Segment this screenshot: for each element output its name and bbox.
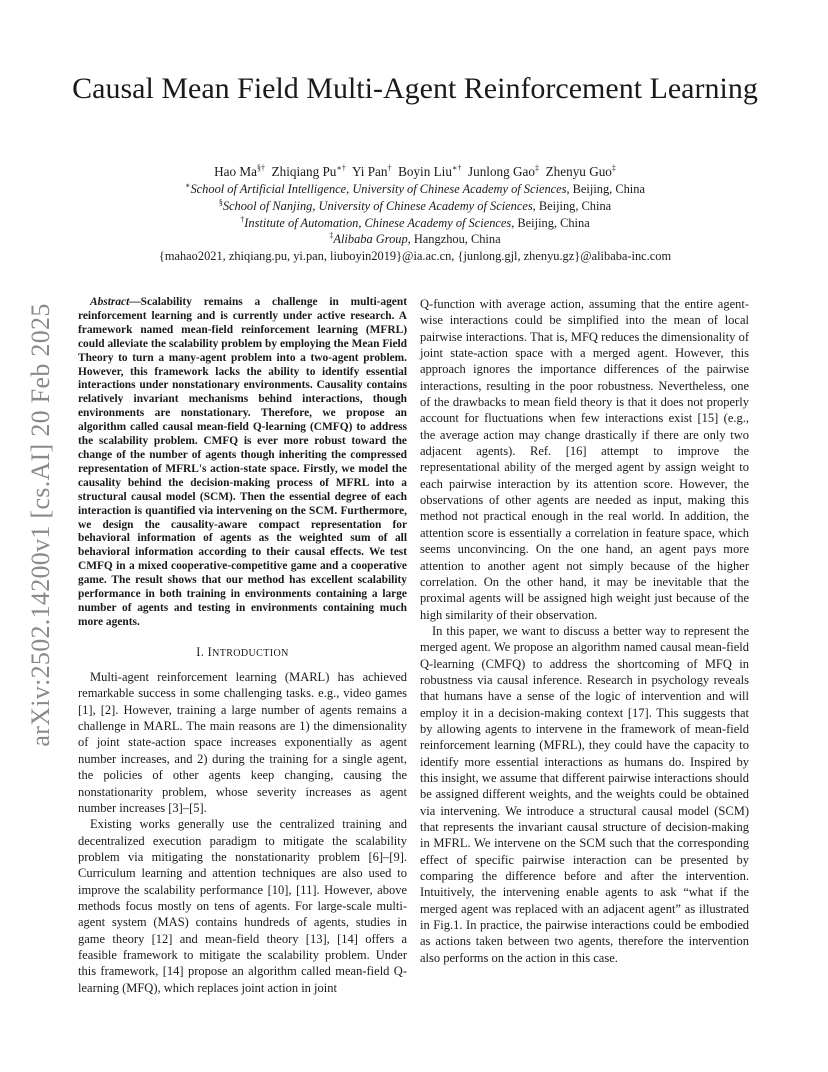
section-number: I.: [196, 644, 208, 659]
affiliation-institution: School of Nanjing, University of Chinese Academy of Sciences: [222, 199, 533, 213]
right-column: [420, 296, 749, 966]
author-marks: ∗†: [451, 163, 462, 173]
paragraph: Q-function with average action, assuming that the entire agent-wise interactions could be simplified into the mean of local pairwise interactions. That is, MFQ reduces the dimensionality of joint state-action space with a merged agent. However, this approach ignores the importance differences of the pairwise interactions, resulting in the poor robustness. Nevertheless, one of the drawbacks to mean field theory is that it does not properly account for fluctuations when few interactions exist [15] (e.g., the average action may change drastically if there are only two adjacent agents). Ref. [16] attempt to improve the representational ability of the merged agent by assign weight to each pairwise interaction by its attention score. However, the observations of other agents are needed as input, making this method not practical enough in the real world. In addition, the attention score is essentially a correlation in feature space, which seems unconvincing. On the one hand, an agent pays more attention to another agent not simply because of the higher correlation. On the other hand, it may be inevitable that the proximal agents will be assigned high weight just because of the high similarity of their observation.: [420, 297, 749, 622]
author-name: Boyin Liu: [398, 164, 452, 179]
section-title-rest: NTRODUCTION: [212, 647, 289, 659]
affiliation-line: [70, 181, 760, 197]
affiliation-line: [70, 231, 760, 247]
author-marks: †: [387, 163, 392, 173]
affiliation-mark: ∗: [185, 180, 191, 190]
author-marks: §†: [256, 163, 265, 173]
author-emails: {mahao2021, zhiqiang.pu, yi.pan, liuboyin2019}@ia.ac.cn, {junlong.gjl, zhenyu.gz}@alibaba-inc.com: [158, 249, 672, 263]
left-column: [78, 296, 407, 996]
affiliation-mark: ‡: [329, 230, 334, 240]
author-marks: ‡: [535, 163, 540, 173]
abstract: [78, 296, 407, 630]
affiliation-institution: School of Artificial Intelligence, University of Chinese Academy of Sciences: [190, 182, 567, 196]
affiliation-institution: Alibaba Group: [333, 232, 408, 246]
abstract-lead: Abstract: [90, 296, 130, 308]
author-name: Yi Pan: [351, 164, 388, 179]
author-name: Zhenyu Guo: [545, 164, 612, 179]
affiliation-mark: §: [218, 197, 223, 207]
paragraph: Existing works generally use the centralized training and decentralized execution paradigm to mitigate the scalability problem via mitigating the nonstationarity problem [6]–[9]. Curriculum learning and attention techniques are also used to improve the scalability performance [10], [11]. However, above methods focus mostly on tens of agents. For large-scale multi-agent system (MAS) contains hundreds of agents, studies in game theory [12] and mean-field theory [13], [14] offers a feasible framework to mitigate the scalability problem. Under this framework, [14] propose an algorithm called mean-field Q-learning (MFQ), which replaces joint action in joint: [78, 817, 407, 995]
section-title-initial: I: [207, 644, 213, 659]
abstract-body: —Scalability remains a challenge in multi-agent reinforcement learning and is currently under active research. A framework named mean-field reinforcement learning (MFRL) could alleviate the scalability problem by employing the Mean Field Theory to turn a many-agent problem into a two-agent problem. However, this framework lacks the ability to identify essential interactions under nonstationary environments. Causality contains relatively invariant mechanisms behind interactions, though environments are nonstationary. Therefore, we propose an algorithm called causal mean-field Q-learning (CMFQ) to address the scalability problem. CMFQ is ever more robust toward the change of the number of agents though inheriting the compressed representation of MFRL's action-state space. Firstly, we model the causality behind the decision-making process of MFRL into a structural causal model (SCM). Then the essential degree of each interaction is quantified via intervening on the SCM. Furthermore, we design the causality-aware compact representation for behavioral information of agents as the weighted sum of all behavioral information according to their causal effects. We test CMFQ in a mixed cooperative-competitive game and a cooperative game. The result shows that our method has excellent scalability performance in both training in environments containing a large number of agents and testing in environments containing much more agents.: [78, 296, 407, 628]
affiliation-mark: †: [240, 214, 245, 224]
section-heading: [78, 644, 407, 662]
affiliation-location: , Hangzhou, China: [407, 232, 501, 246]
paragraph: In this paper, we want to discuss a better way to represent the merged agent. We propose an algorithm named causal mean-field Q-learning (CMFQ) to address the shortcoming of MFQ in robustness via causal inference. Research in psychology reveals that humans have a sense of the logic of intervention and will employ it in a decision-making context [17]. This suggests that by allowing agents to intervene in the framework of mean-field reinforcement learning (MFRL), they could have the capacity to identify more essential interactions as humans do. Inspired by this insight, we assume that different pairwise interactions should be assigned different weights, and the weights could be obtained via intervening. We introduce a structural causal model (SCM) that represents the invariant causal structure of decision-making in MFRL. We intervene on the SCM such that the corresponding effect of specific pairwise interaction can be presented by comparing the difference before and after the intervention. Intuitively, the intervening enable agents to ask “what if the merged agent was replaced with an adjacent agent” as illustrated in Fig.1. In practice, the pairwise interactions could be embodied as actions taken between two agents, therefore the intervention also performs on the action in this case.: [420, 623, 749, 965]
author-list: [70, 163, 760, 180]
affiliation-location: , Beijing, China: [532, 199, 612, 213]
affiliation-location: , Beijing, China: [566, 182, 645, 196]
arxiv-stamp: arXiv:2502.14200v1 [cs.AI] 20 Feb 2025: [26, 303, 55, 747]
paper-title: Causal Mean Field Multi-Agent Reinforcement Learning: [72, 72, 758, 105]
author-name: Zhiqiang Pu: [271, 164, 337, 179]
paragraph: Multi-agent reinforcement learning (MARL) has achieved remarkable success in some challenging tasks. e.g., video games [1], [2]. However, training a large number of agents remains a challenge in MARL. The main reasons are 1) the dimensionality of joint state-action space increases exponentially as agent number increases, and 2) during the training for a single agent, the policies of other agents keep changing, causing the nonstationarity problem, whose severity increases as agent number increases [3]–[5].: [78, 670, 407, 815]
author-marks: ‡: [611, 163, 616, 173]
affiliation-line: [70, 215, 760, 231]
author-marks: ∗†: [336, 163, 346, 173]
affiliation-line: [70, 198, 760, 214]
author-name: Hao Ma: [214, 164, 257, 179]
affiliation-location: , Beijing, China: [511, 216, 590, 230]
affiliation-institution: Institute of Automation, Chinese Academy of Sciences: [244, 216, 512, 230]
author-name: Junlong Gao: [467, 164, 536, 179]
